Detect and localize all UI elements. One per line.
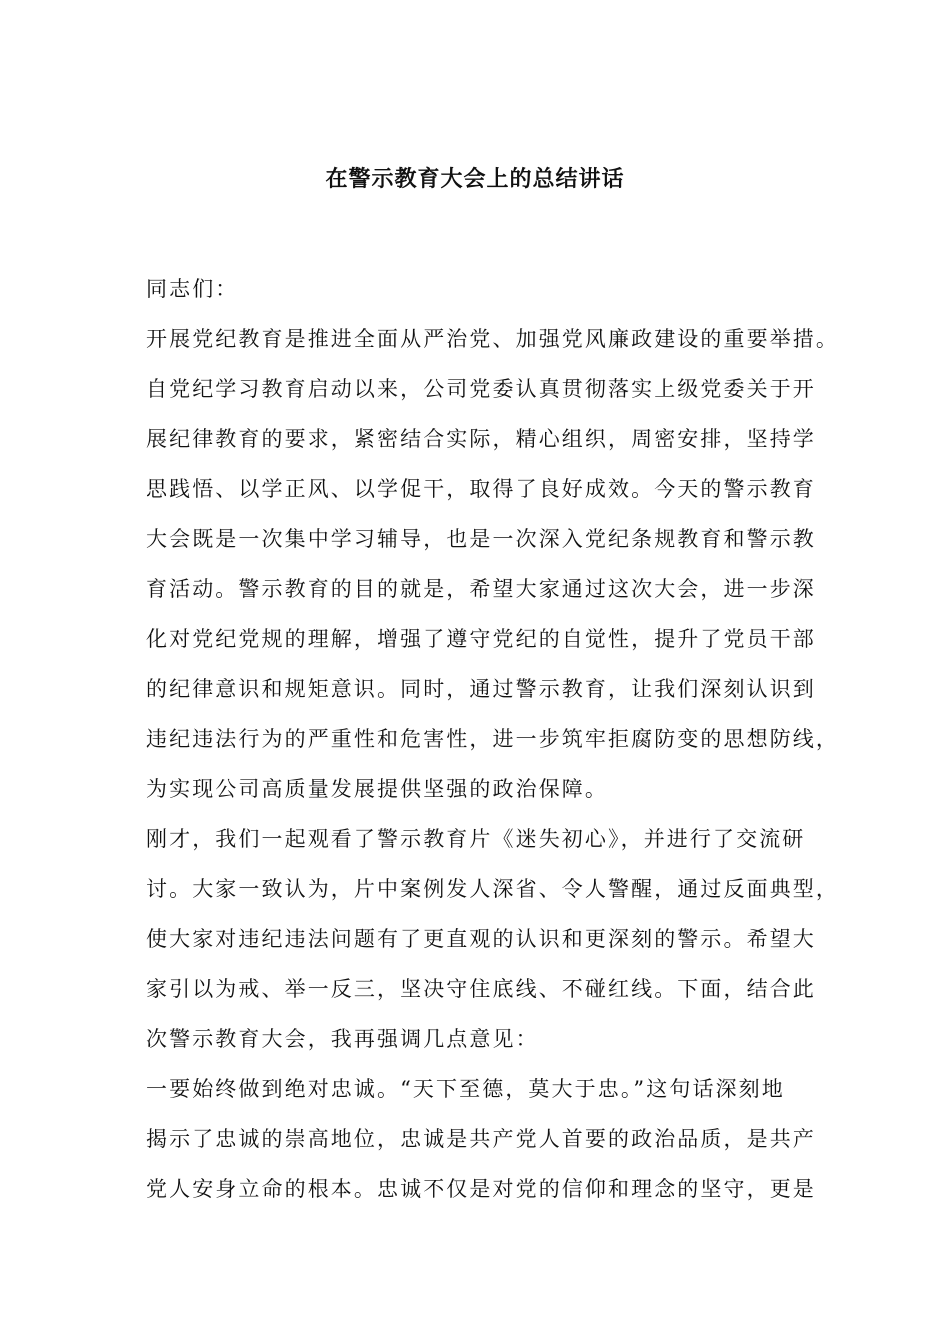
document-title: 在警示教育大会上的总结讲话 [325, 166, 625, 192]
body-line: 育活动。警示教育的目的就是，希望大家通过这次大会，进一步深 [146, 577, 816, 601]
body-line: 揭示了忠诚的崇高地位，忠诚是共产党人首要的政治品质，是共产 [146, 1127, 816, 1151]
body-line: 违纪违法行为的严重性和危害性，进一步筑牢拒腐防变的思想防线， [146, 727, 839, 751]
body-line: 使大家对违纪违法问题有了更直观的认识和更深刻的警示。希望大 [146, 927, 816, 951]
body-line: 自党纪学习教育启动以来，公司党委认真贯彻落实上级党委关于开 [146, 377, 816, 401]
body-line: 讨。大家一致认为，片中案例发人深省、令人警醒，通过反面典型， [146, 877, 839, 901]
body-line: 开展党纪教育是推进全面从严治党、加强党风廉政建设的重要举措。 [146, 327, 839, 351]
body-line: 大会既是一次集中学习辅导，也是一次深入党纪条规教育和警示教 [146, 527, 816, 551]
body-line: 化对党纪党规的理解，增强了遵守党纪的自觉性，提升了党员干部 [146, 627, 816, 651]
body-line: 的纪律意识和规矩意识。同时，通过警示教育，让我们深刻认识到 [146, 677, 816, 701]
body-line: 刚才，我们一起观看了警示教育片《迷失初心》，并进行了交流研 [146, 827, 806, 851]
document-body [146, 274, 839, 1224]
body-line: 为实现公司高质量发展提供坚强的政治保障。 [146, 777, 608, 801]
body-line: 思践悟、以学正风、以学促干，取得了良好成效。今天的警示教育 [146, 477, 816, 501]
body-line: 展纪律教育的要求，紧密结合实际，精心组织，周密安排，坚持学 [146, 427, 816, 451]
body-line: 次警示教育大会，我再强调几点意见： [146, 1027, 539, 1051]
body-line: 一要始终做到绝对忠诚。“天下至德，莫大于忠。”这句话深刻地 [146, 1077, 785, 1101]
body-line: 家引以为戒、举一反三，坚决守住底线、不碰红线。下面，结合此 [146, 977, 816, 1001]
salutation-line: 同志们： [146, 277, 239, 301]
body-line: 党人安身立命的根本。忠诚不仅是对党的信仰和理念的坚守，更是 [146, 1177, 816, 1201]
